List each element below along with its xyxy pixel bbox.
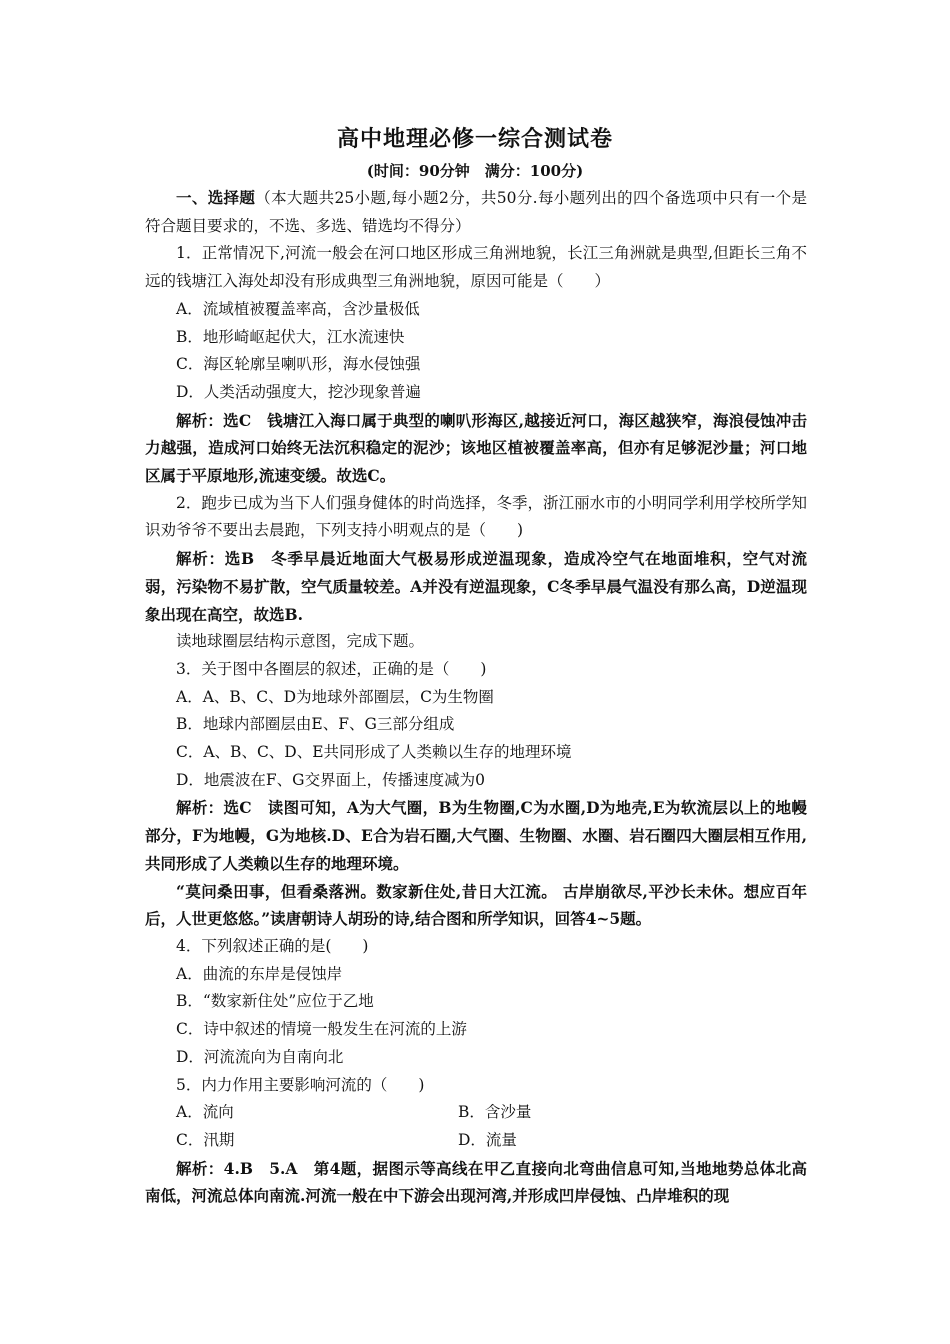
document-body	[145, 184, 807, 1210]
poem-intro: “莫问桑田事，但看桑落洲。数家新住处,昔日大江流。 古岸崩欲尽,平沙长未休。想应百年后，人世更悠悠。”读唐朝诗人胡玢的诗,结合图和所学知识，回答4~5题。	[145, 881, 807, 929]
question-4-option-a: A．曲流的东岸是侵蚀岸	[176, 964, 343, 983]
question-3-option-a: A．A、B、C、D为地球外部圈层，C为生物圈	[176, 687, 494, 706]
analysis-label: 解析：	[176, 798, 224, 818]
question-2-analysis	[145, 545, 807, 628]
question-3-option-b: B．地球内部圈层由E、F、G三部分组成	[176, 715, 455, 734]
question-4-option-c: C．诗中叙述的情境一般发生在河流的上游	[176, 1020, 467, 1039]
question-4-5-analysis	[145, 1155, 807, 1210]
question-5-option-b: B．含沙量	[458, 1103, 532, 1122]
question-2-stem: 2．跑步已成为当下人们强身健体的时尚选择，冬季，浙江丽水市的小明同学利用学校所学知识劝爷爷不要出去晨跑，下列支持小明观点的是（ )	[145, 493, 807, 540]
question-4-stem: 4．下列叙述正确的是( )	[176, 936, 369, 955]
section-heading	[145, 184, 807, 240]
question-1-option-b: B．地形崎岖起伏大，江水流速快	[176, 327, 405, 346]
question-5-option-d: D．流量	[458, 1130, 517, 1149]
page-subtitle: (时间：90分钟 满分：100分)	[366, 162, 584, 180]
question-4-option-d: D．河流流向为自南向北	[176, 1047, 344, 1066]
question-1-analysis	[145, 407, 807, 490]
section-description: （本大题共25小题,每小题2分，共50分.每小题列出的四个备选项中只有一个是符合题目要求的，不选、多选、错选均不得分）	[145, 189, 807, 235]
question-1-option-a: A．流域植被覆盖率高，含沙量极低	[176, 299, 420, 318]
question-3-option-d: D．地震波在F、G交界面上，传播速度减为0	[176, 770, 485, 789]
question-5-options-row-2	[145, 1127, 807, 1155]
question-3-analysis	[145, 794, 807, 877]
analysis-label: 解析：	[176, 410, 224, 430]
analysis-text: 选C 读图可知，A为大气圈，B为生物圈,C为水圈,D为地壳,E为软流层以上的地幔部分，F为地幔，G为地核.D、E合为岩石圈,大气圈、生物圈、水圈、岩石圈四大圈层相互作用,共同形成了人类赖以生存的地理环境。	[145, 798, 807, 873]
question-5-stem: 5．内力作用主要影响河流的（ )	[176, 1075, 425, 1094]
analysis-text: 4.B 5.A 第4题，据图示等高线在甲乙直接向北弯曲信息可知,当地地势总体北高南低，河流总体向南流.河流一般在中下游会出现河湾,并形成凹岸侵蚀、凸岸堆积的现	[145, 1158, 807, 1206]
analysis-text: 选B 冬季早晨近地面大气极易形成逆温现象，造成冷空气在地面堆积，空气对流弱，污染物不易扩散，空气质量较差。A并没有逆温现象，C冬季早晨气温没有那么高，D逆温现象出现在高空，故选B.	[145, 549, 807, 624]
reading-instruction: 读地球圈层结构示意图，完成下题。	[176, 632, 425, 651]
question-1-option-d: D．人类活动强度大，挖沙现象普遍	[176, 382, 421, 401]
question-1-stem: 1．正常情况下,河流一般会在河口地区形成三角洲地貌，长江三角洲就是典型,但距长三角不远的钱塘江入海处却没有形成典型三角洲地貌，原因可能是（ ）	[145, 244, 807, 291]
section-label: 一、选择题	[176, 188, 256, 207]
analysis-text: 选C 钱塘江入海口属于典型的喇叭形海区,越接近河口，海区越狭窄，海浪侵蚀冲击力越强，造成河口始终无法沉积稳定的泥沙；该地区植被覆盖率高，但亦有足够泥沙量；河口地区属于平原地形,流速变缓。故选C。	[145, 410, 807, 486]
page-title: 高中地理必修一综合测试卷	[336, 126, 613, 152]
question-1-option-c: C．海区轮廓呈喇叭形，海水侵蚀强	[176, 355, 421, 374]
question-5-options-row-1	[145, 1099, 807, 1127]
analysis-label: 解析：	[176, 1158, 224, 1178]
question-5-option-c: C．汛期	[176, 1130, 235, 1149]
question-3-stem: 3．关于图中各圈层的叙述，正确的是（ )	[176, 659, 487, 678]
question-5-option-a: A．流向	[176, 1103, 234, 1122]
question-3-option-c: C．A、B、C、D、E共同形成了人类赖以生存的地理环境	[176, 743, 572, 762]
analysis-label: 解析：	[176, 549, 225, 569]
question-4-option-b: B．“数家新住处”应位于乙地	[176, 992, 374, 1011]
